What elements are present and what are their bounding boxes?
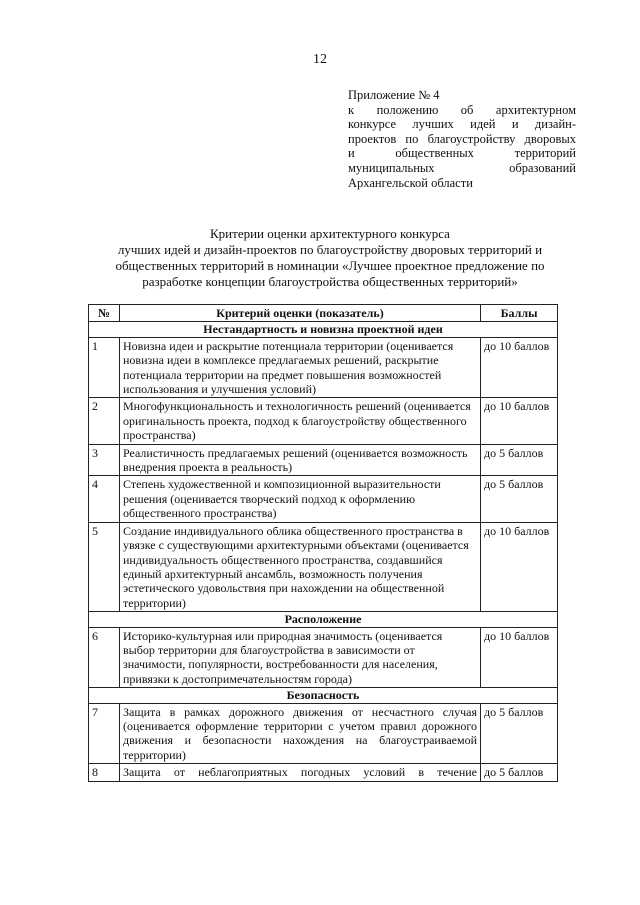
row-score: до 5 баллов [481,444,558,476]
document-heading [100,226,560,290]
row-criterion: Реалистичность предлагаемых решений (оценивается возможность внедрения проекта в реальность) [120,444,481,476]
row-criterion: Историко-культурная или природная значимость (оценивается выбор территории для благоустройства в зависимости от значимости, популярности, востребованности для населения, привязки к достопримечательностям города) [120,627,481,688]
section-title: Расположение [89,612,558,627]
row-score: до 10 баллов [481,398,558,444]
header-number: № [89,305,120,322]
header-criterion: Критерий оценки (показатель) [120,305,481,322]
row-score: до 10 баллов [481,337,558,398]
annex-line: муниципальных образований [348,160,576,175]
row-score: до 5 баллов [481,703,558,764]
table-row [89,337,558,398]
table-row [89,398,558,444]
annex-line: конкурсе лучших идей и дизайн- [348,117,576,132]
annex-line: и общественных территорий [348,146,576,161]
row-number: 4 [89,476,120,522]
heading-line: разработке концепции благоустройства общественных территорий» [142,274,518,289]
heading-line: Критерии оценки архитектурного конкурса [210,226,450,241]
annex-block [348,88,576,190]
table-header-row [89,305,558,322]
section-title: Нестандартность и новизна проектной идеи [89,322,558,337]
row-criterion: Защита от неблагоприятных погодных условий в течение [120,764,481,781]
header-score: Баллы [481,305,558,322]
section-row [89,688,558,703]
criteria-table [88,304,558,782]
section-row [89,612,558,627]
heading-line: общественных территорий в номинации «Лучшее проектное предложение по [115,258,545,273]
page-number: 12 [313,52,327,67]
row-number: 3 [89,444,120,476]
row-score: до 5 баллов [481,476,558,522]
row-score: до 10 баллов [481,522,558,611]
row-number: 6 [89,627,120,688]
section-title: Безопасность [89,688,558,703]
table-row [89,703,558,764]
row-score: до 5 баллов [481,764,558,781]
row-criterion: Многофункциональность и технологичность решений (оценивается оригинальность проекта, подход к благоустройству общественного пространства) [120,398,481,444]
row-criterion: Новизна идеи и раскрытие потенциала территории (оценивается новизна идеи в комплексе предлагаемых решений, раскрытие потенциала территории на предмет повышения возможностей использования и улучшения условий) [120,337,481,398]
row-criterion: Степень художественной и композиционной выразительности решения (оценивается творческий подход к оформлению общественного пространства) [120,476,481,522]
row-number: 2 [89,398,120,444]
table-row [89,764,558,781]
table-row [89,522,558,611]
row-number: 8 [89,764,120,781]
table-row [89,476,558,522]
annex-line: Архангельской области [348,175,473,190]
row-number: 7 [89,703,120,764]
heading-line: лучших идей и дизайн-проектов по благоустройству дворовых территорий и [117,242,543,257]
row-criterion: Создание индивидуального облика общественного пространства в увязке с существующими архитектурными объектами (оценивается индивидуальность общественного пространства, создавшийся единый архитектурный ансамбль, возможность получения эстетического удовольствия при нахождении на общественной территории) [120,522,481,611]
annex-title: Приложение № 4 [348,88,440,102]
table-row [89,627,558,688]
row-number: 1 [89,337,120,398]
row-number: 5 [89,522,120,611]
row-score: до 10 баллов [481,627,558,688]
row-criterion: Защита в рамках дорожного движения от несчастного случая (оценивается оформление территории с учетом правил дорожного движения и безопасности нахождения на благоустраиваемой территории) [120,703,481,764]
annex-line: проектов по благоустройству дворовых [348,131,576,146]
section-row [89,322,558,337]
annex-line: к положению об архитектурном [348,102,576,117]
table-row [89,444,558,476]
